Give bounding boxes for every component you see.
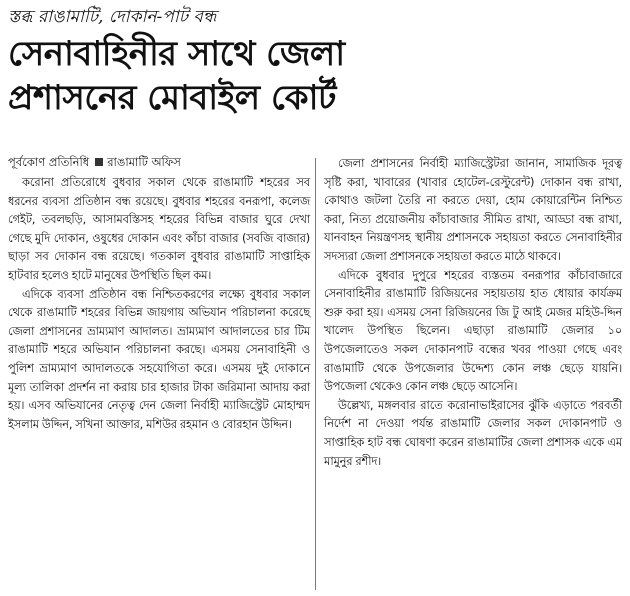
square-bullet-icon <box>95 158 103 166</box>
left-paragraph-1: করোনা প্রতিরোধে বুধবার সকাল থেকে রাঙামাটি শহরের সব ধরনের ব্যবসা প্রতিষ্ঠান বন্ধ রয়েছে। বুধবার শহরের বনরূপা, কলেজ গেইট, তবলছড়ি, আসামবস্তিসহ শহরের বিভিন্ন বাজার ঘুরে দেখা গেছে মুদি দোকান, ওষুধের দোকান এবং কাঁচা বাজার (সবজি বাজার) ছাড়া সব দোকান বন্ধ রয়েছে। গতকাল বুধবার রাঙামাটি সাপ্তাহিক হাটবার হলেও হাটে মানুষের উপস্থিতি ছিল কম। <box>8 175 310 282</box>
right-paragraph-1: জেলা প্রশাসনের নির্বাহী ম্যাজিস্ট্রেটরা জানান, সামাজিক দূরত্ব সৃষ্টি করা, খাবারের (খাবার হোটেল-রেস্টুরেন্ট) দোকান বন্ধ রাখা, কোথাও জটলা তৈরি না করতে দেয়া, হোম কোয়ারেন্টিন নিশ্চিত করা, নিত্য প্রয়োজনীয় কাঁচাবাজার সীমিত রাখা, আড্ডা বন্ধ রাখা, যানবাহন নিয়ন্ত্রণসহ স্থানীয় প্রশাসনকে সহায়তা করতে সেনাবাহিনীর সদস্যরা জেলা প্রশাসনকে সহায়তা করতে মাঠে থাকবে। <box>324 156 622 263</box>
column-divider <box>315 158 316 590</box>
headline-line-2: প্রশাসনের মোবাইল কোর্ট <box>8 78 336 118</box>
right-paragraph-3: উল্লেখ্য, মঙ্গলবার রাতে করোনাভাইরাসের ঝুঁকি এড়াতে পরবর্তী নির্দেশ না দেওয়া পর্যন্ত রাঙামাটি জেলার সকল দোকানপাট ও সাপ্তাহিক হাট বন্ধ ঘোষণা করেন রাঙামাটির জেলা প্রশাসক একে এম মামুনুর রশীদ। <box>324 397 622 468</box>
kicker: স্তব্ধ রাঙামাটি, দোকান-পাট বন্ধ <box>8 7 217 27</box>
right-paragraph-2: এদিকে বুধবার দুপুরে শহরের ব্যস্ততম বনরূপার কাঁচাবাজারে সেনাবাহিনীর রাঙামাটি রিজিয়নের সহায়তায় হাত ধোয়ার কার্যক্রম শুরু করা হয়। এসময় সেনা রিজিয়নের জি টু আই মেজর মহিউ-দ্দিন খালেদ উপস্থিত ছিলেন। এছাড়া রাঙামাটি জেলার ১০ উপজেলাতেও সকল দোকানপাট বন্ধের খবর পাওয়া গেছে এবং রাঙামাটি থেকে উপজেলার উদ্দেশ্য কোন লঞ্চ ছেড়ে যায়নি। উপজেলা থেকেও কোন লঞ্চ ছেড়ে আসেনি। <box>324 267 622 394</box>
byline-author: পূর্বকোণ প্রতিনিধি <box>8 155 90 169</box>
left-paragraph-2: এদিকে ব্যবসা প্রতিষ্ঠান বন্ধ নিশ্চিতকরণের লক্ষ্যে বুধবার সকাল থেকে রাঙামাটি শহরের বিভিন্ন জায়গায় অভিযান পরিচালনা করেছে জেলা প্রশাসনের ভ্রাম্যমাণ আদালত। ভ্রাম্যমাণ আদালতের চার টিম রাঙামাটি শহরে অভিযান পরিচালনা করছে। এসময় সেনাবাহিনী ও পুলিশ ভ্রাম্যমাণ আদালতকে সহযোগিতা করে। এসময় দুই দোকানে মূল্য তালিকা প্রদর্শন না করায় চার হাজার টাকা জরিমানা আদায় করা হয়। এসব অভিযানের নেতৃত্ব দেন জেলা নির্বাহী ম্যাজিস্ট্রেট মোহাম্মদ ইসলাম উদ্দিন, সখিনা আক্তার, মশিউর রহমান ও বোরহান উদ্দিন। <box>8 286 310 431</box>
right-column <box>324 154 622 470</box>
byline <box>8 154 310 170</box>
byline-location: রাঙামাটি অফিস <box>107 155 181 169</box>
article-body <box>8 154 622 592</box>
left-column <box>8 154 310 433</box>
headline-line-1: সেনাবাহিনীর সাথে জেলা <box>8 34 345 74</box>
